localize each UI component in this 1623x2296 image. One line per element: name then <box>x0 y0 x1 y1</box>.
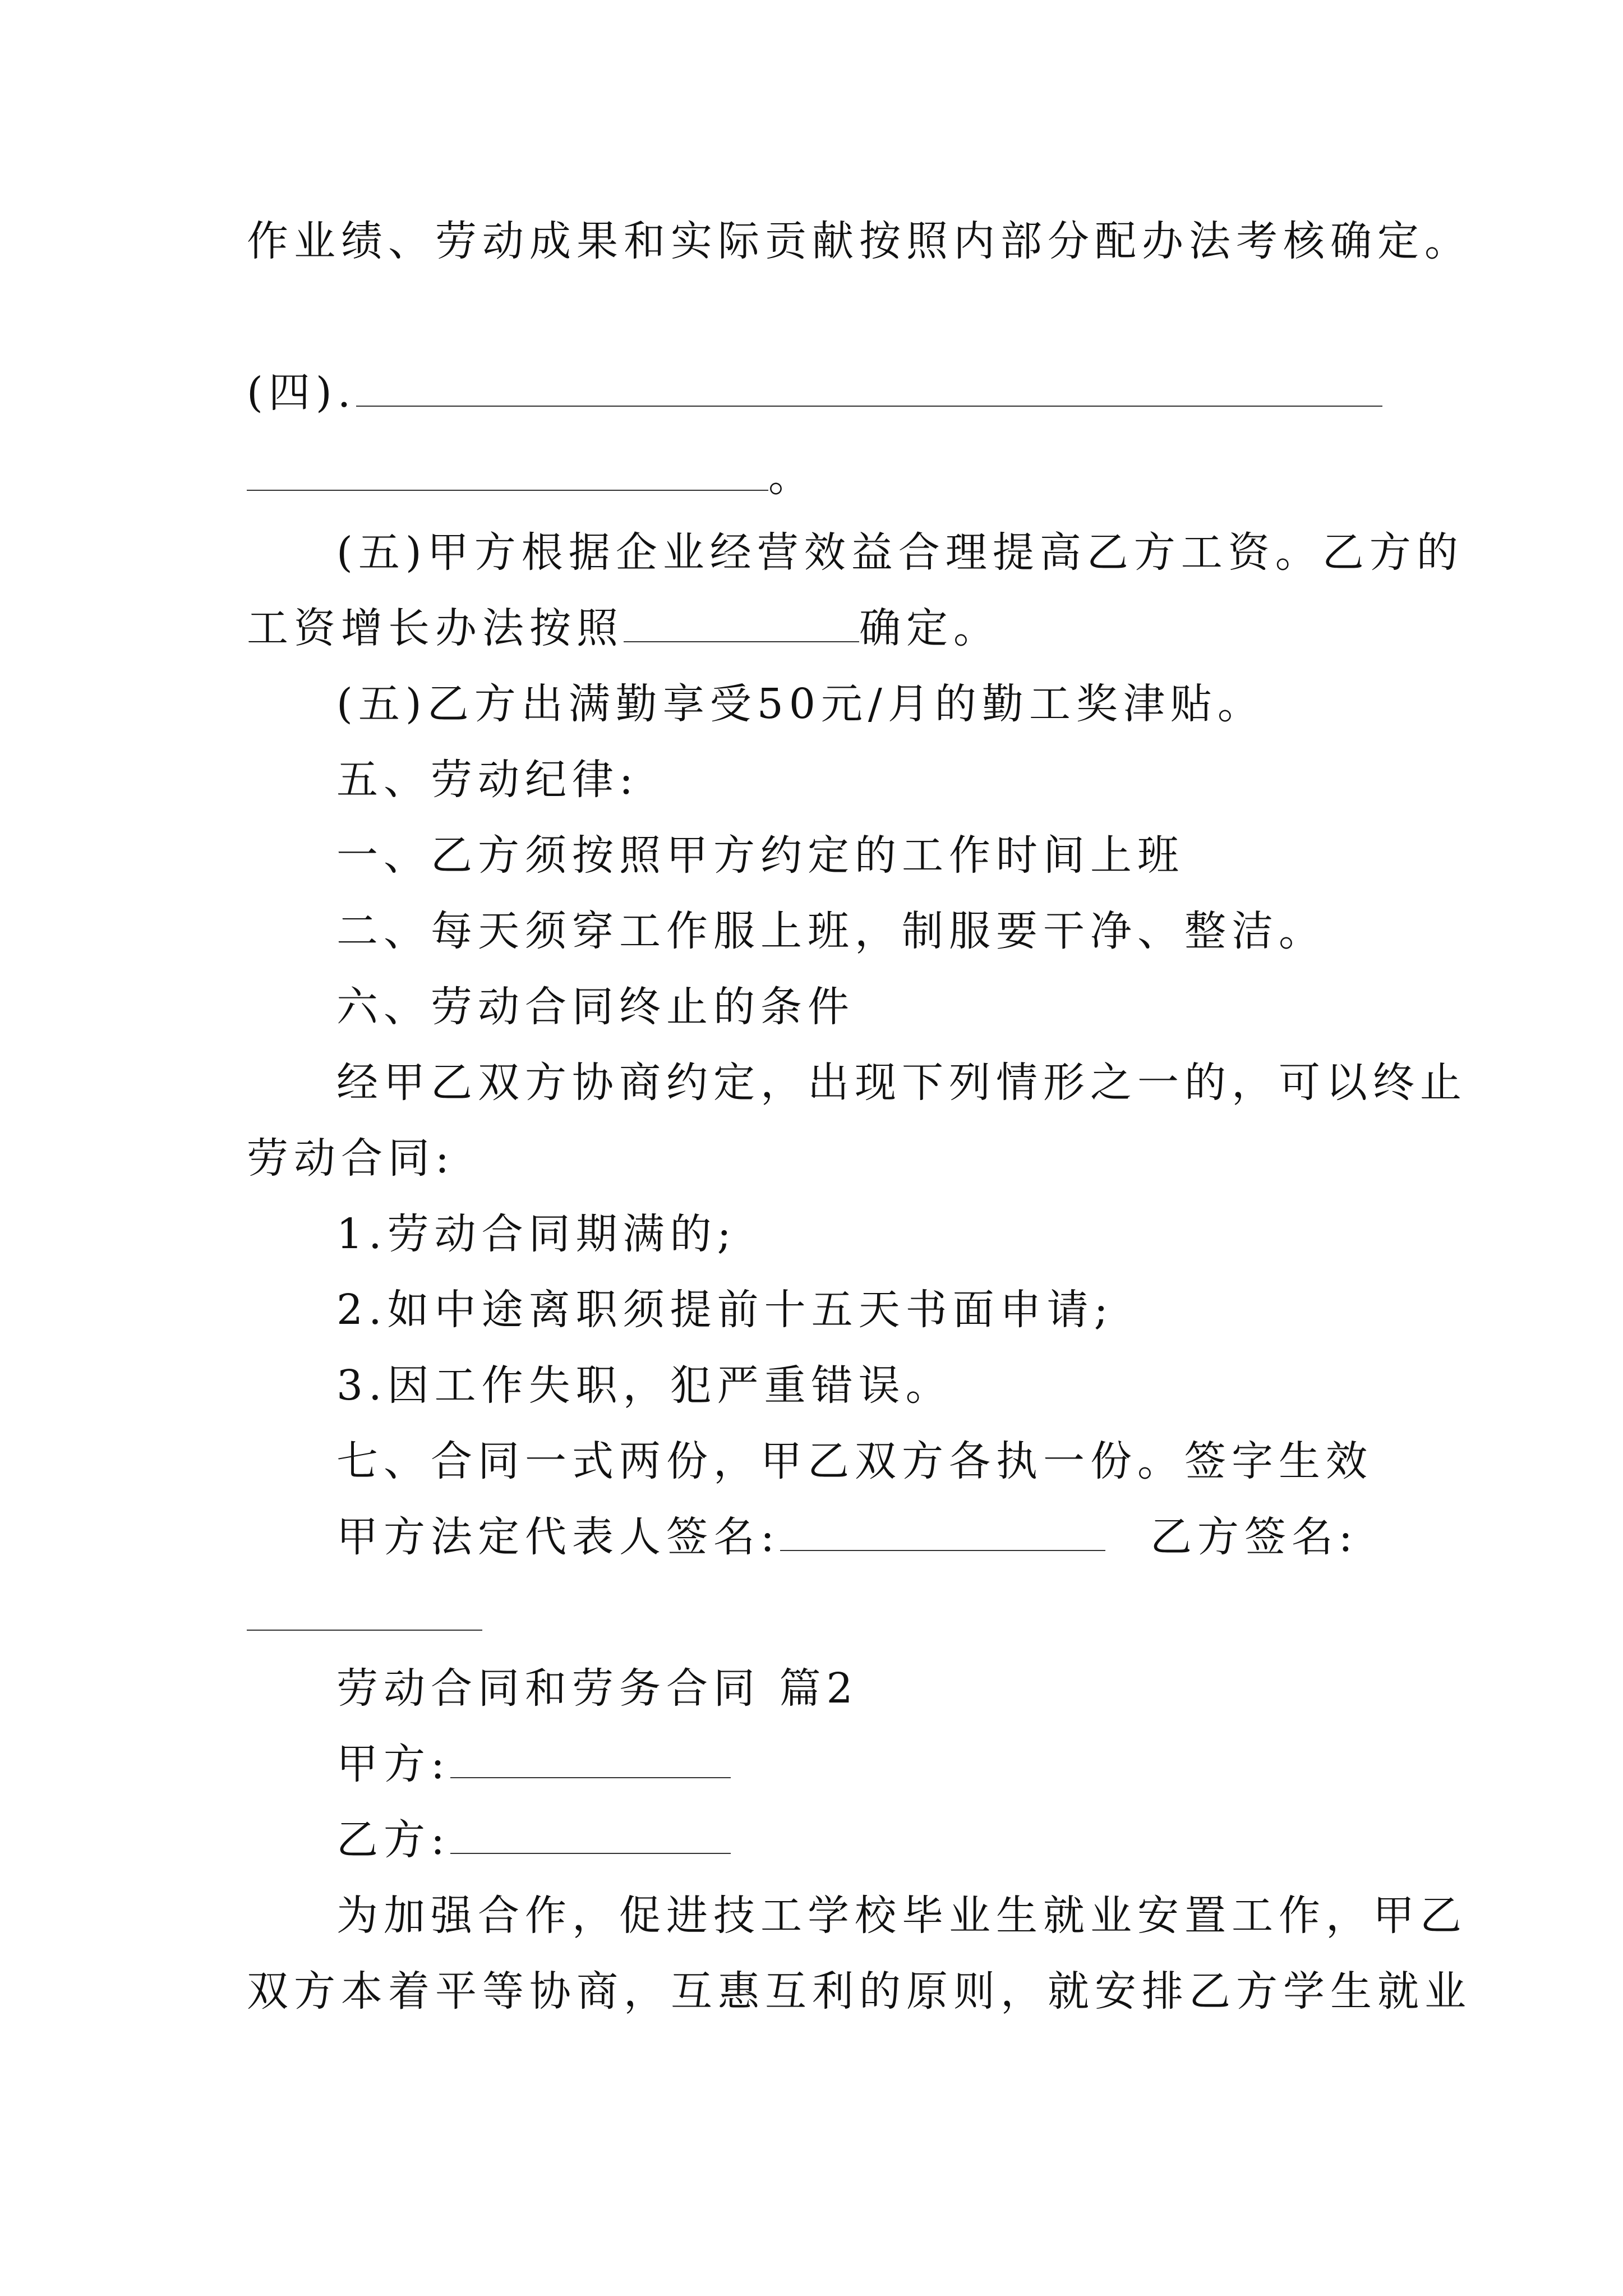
party-b-signature-label: 乙方签名: <box>1150 1513 1358 1561</box>
discipline-item-1: 一、乙方须按照甲方约定的工作时间上班 <box>336 831 1184 880</box>
signature-line <box>336 1509 1358 1565</box>
item-5-line-1: (五)甲方根据企业经营效益合理提高乙方工资。乙方的 <box>336 528 1464 577</box>
termination-intro-line-2: 劳动合同: <box>247 1134 455 1182</box>
party-b-line <box>336 1812 731 1868</box>
article-2-heading: 劳动合同和劳务合同 篇2 <box>336 1664 859 1713</box>
blank-field <box>247 450 768 491</box>
termination-intro-line-1: 经甲乙双方协商约定，出现下列情形之一的，可以终止 <box>336 1059 1467 1107</box>
signature-blank-rule <box>247 1630 482 1631</box>
blank-field <box>624 602 859 642</box>
termination-item-3: 3.因工作失职，犯严重错误。 <box>336 1361 953 1410</box>
wage-method-suffix: 确定。 <box>859 604 1000 652</box>
intro-paragraph-line-2: 双方本着平等协商，互惠互利的原则，就安排乙方学生就业 <box>247 1967 1472 2016</box>
party-b-label: 乙方: <box>336 1816 450 1864</box>
item-5b-line: (五)乙方出满勤享受50元/月的勤工奖津贴。 <box>336 680 1265 728</box>
party-a-label: 甲方: <box>336 1740 450 1788</box>
blank-field <box>356 366 1382 407</box>
discipline-item-2: 二、每天须穿工作服上班，制服要干净、整洁。 <box>336 907 1326 955</box>
period-mark: 。 <box>768 453 815 501</box>
party-a-signature-label: 甲方法定代表人签名: <box>336 1513 780 1561</box>
section-7-line: 七、合同一式两份，甲乙双方各执一份。签字生效 <box>336 1437 1373 1485</box>
section-6-heading: 六、劳动合同终止的条件 <box>336 983 855 1031</box>
text-line-1: 作业绩、劳动成果和实际贡献按照内部分配办法考核确定。 <box>247 217 1472 265</box>
item-5-line-2 <box>247 600 1000 656</box>
section-5-heading: 五、劳动纪律: <box>336 756 639 804</box>
termination-item-1: 1.劳动合同期满的; <box>336 1210 737 1258</box>
item-4-label: (四). <box>247 369 357 417</box>
blank-field <box>450 1738 731 1778</box>
blank-field <box>780 1511 1105 1551</box>
wage-method-label: 工资增长办法按照 <box>247 604 624 652</box>
blank-field <box>450 1814 731 1854</box>
party-a-line <box>336 1736 731 1792</box>
item-4-continuation <box>247 449 815 505</box>
termination-item-2: 2.如中途离职须提前十五天书面申请; <box>336 1286 1114 1334</box>
intro-paragraph-line-1: 为加强合作，促进技工学校毕业生就业安置工作，甲乙 <box>336 1892 1467 1940</box>
item-4-line <box>247 365 1382 421</box>
